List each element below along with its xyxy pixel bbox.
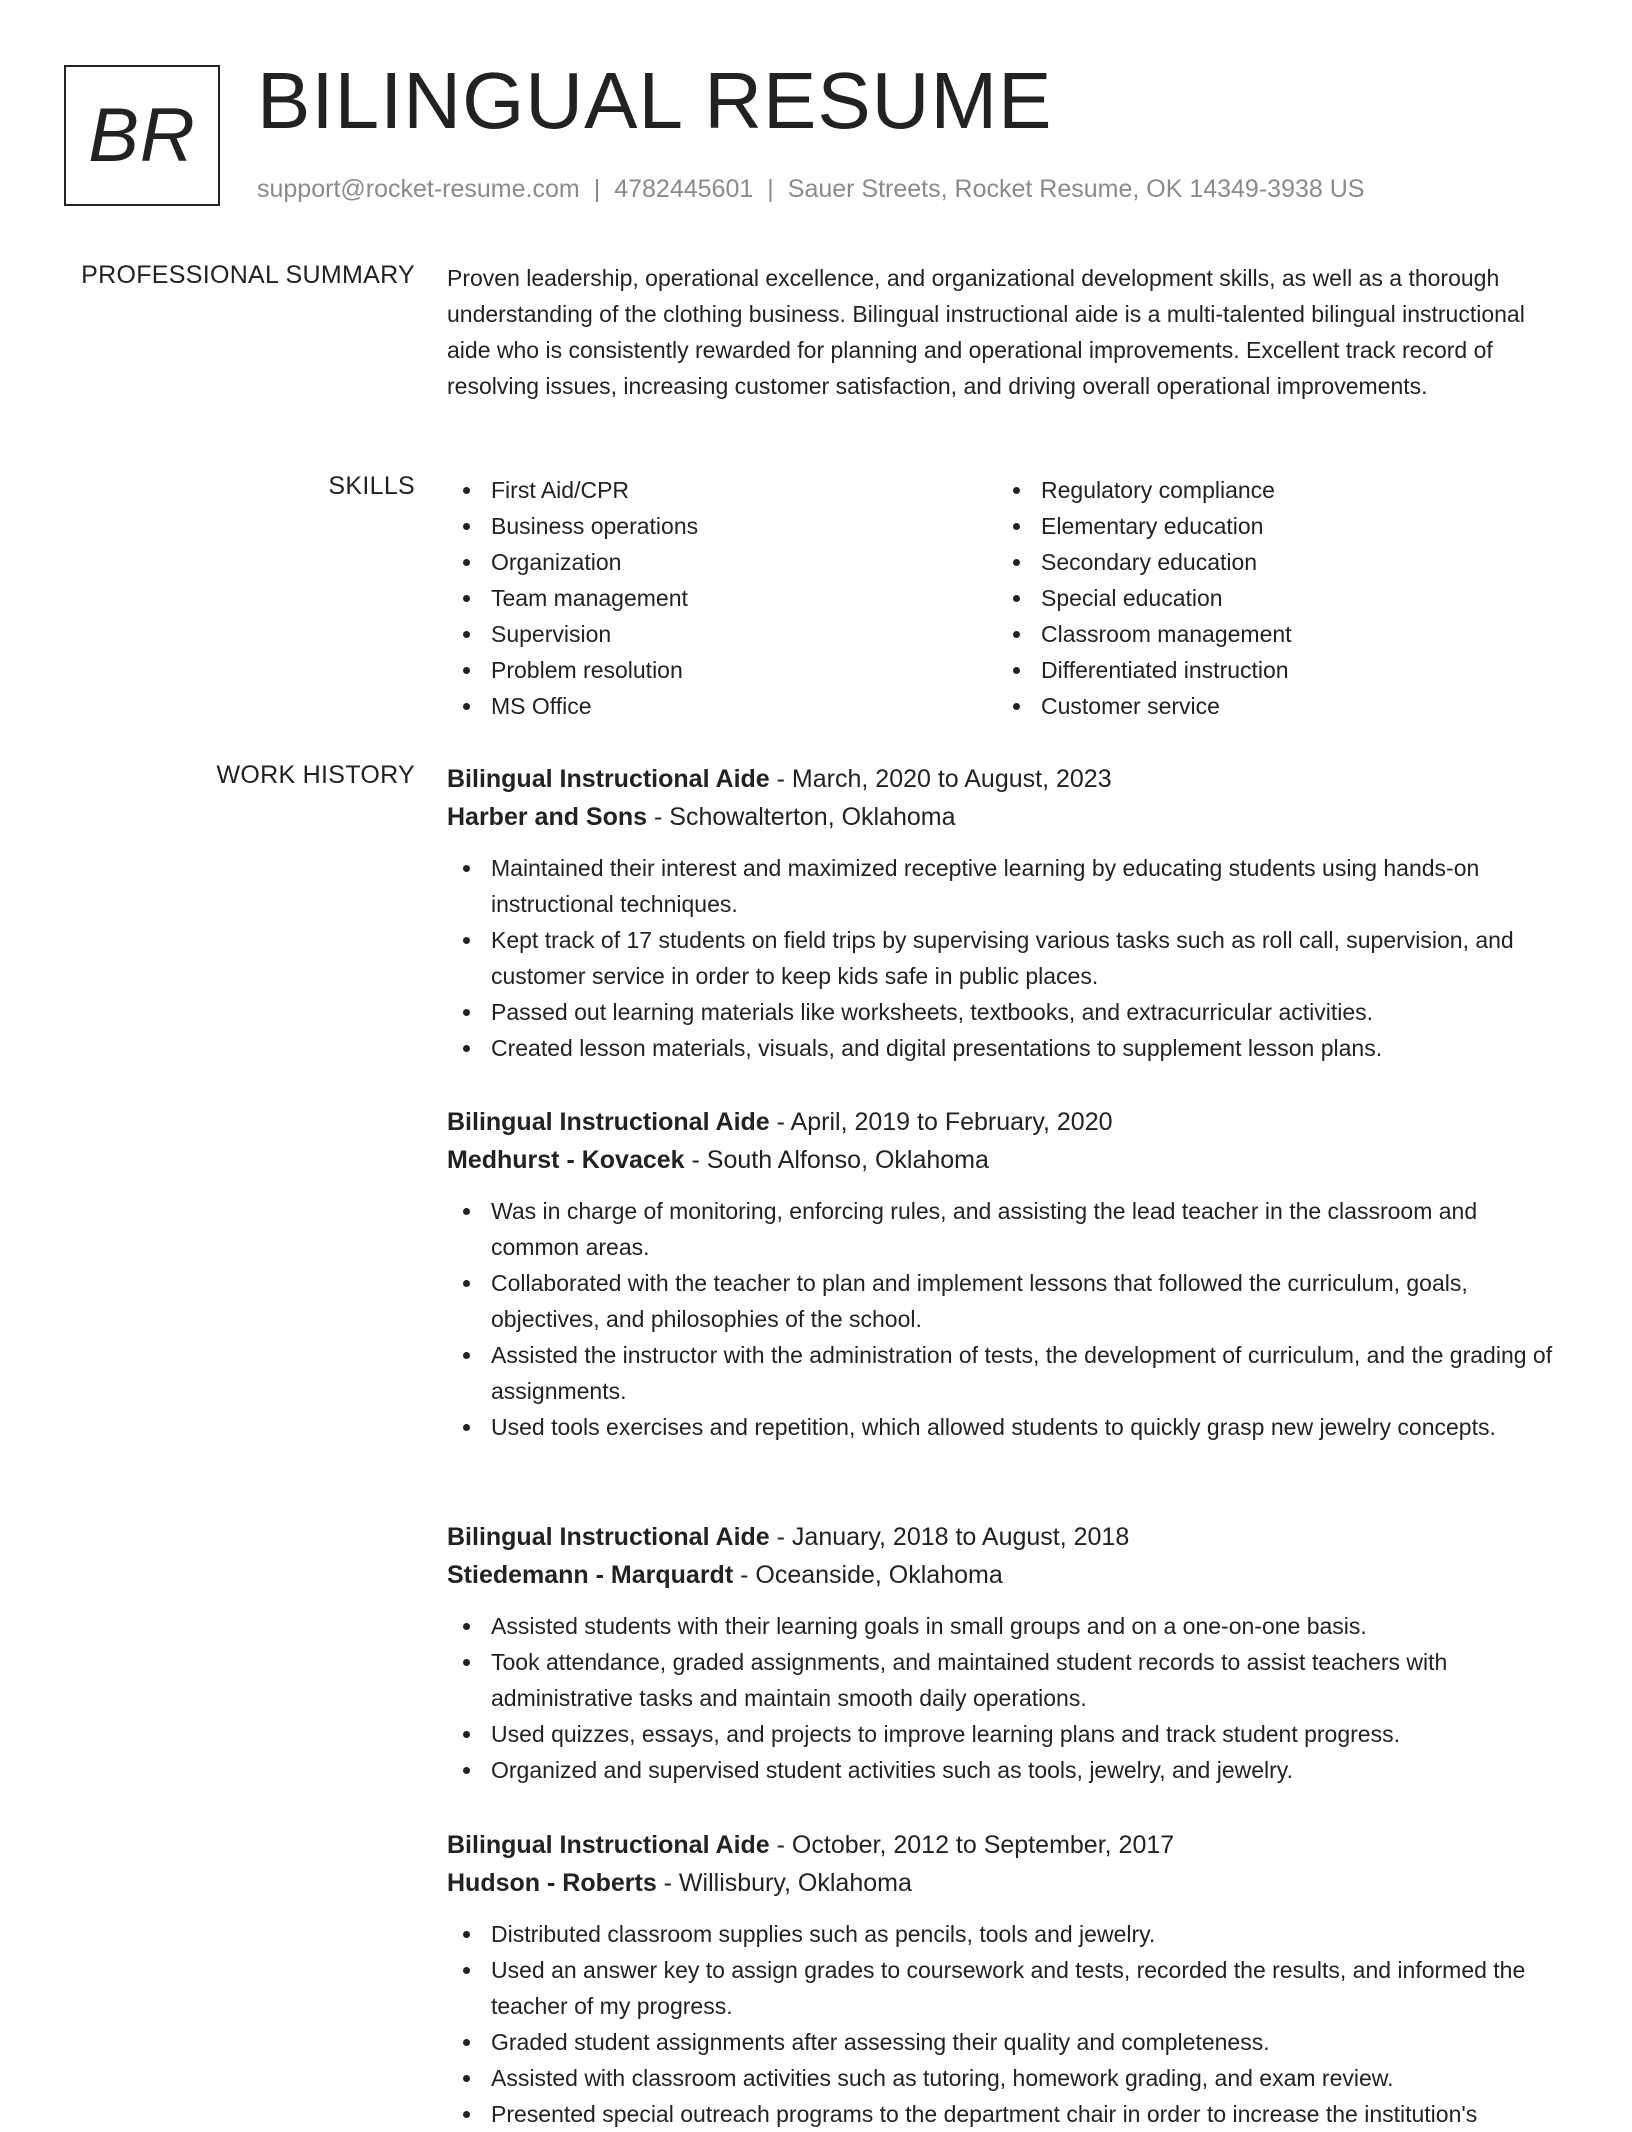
job-role: Bilingual Instructional Aide [447, 1523, 770, 1551]
job-bullet: Assisted the instructor with the administration of tests, the development of curriculum, and the grading of assignments. [447, 1337, 1567, 1409]
job-dates: - October, 2012 to September, 2017 [769, 1831, 1175, 1859]
job-location: - Willisbury, Oklahoma [656, 1869, 912, 1897]
job-bullet: Maintained their interest and maximized receptive learning by educating students using hands-on instructional techniques. [447, 850, 1567, 922]
job-title-line [447, 1103, 1567, 1141]
job-company-line [447, 798, 1567, 836]
skills-heading: SKILLS [328, 472, 415, 500]
skill-item: Special education [997, 580, 1517, 616]
summary-text: Proven leadership, operational excellence, and organizational development skills, as well as a thorough understanding of the clothing business. Bilingual instructional aide is a multi-talented bilingual instructional aide who is consistently rewarded for planning and operational improvements. Excellent track record of resolving issues, increasing customer satisfaction, and driving overall operational improvements. [447, 265, 1525, 399]
skill-item: Problem resolution [447, 652, 967, 688]
job-bullet: Used an answer key to assign grades to coursework and tests, recorded the results, and informed the teacher of my progress. [447, 1952, 1567, 2024]
monogram-initials: BR [88, 93, 196, 178]
job-bullet: Passed out learning materials like worksheets, textbooks, and extracurricular activities. [447, 994, 1567, 1030]
work-history-heading: WORK HISTORY [216, 761, 415, 789]
skill-item: MS Office [447, 688, 967, 724]
skill-item: Regulatory compliance [997, 472, 1517, 508]
skill-item: Classroom management [997, 616, 1517, 652]
job-location: - South Alfonso, Oklahoma [684, 1146, 989, 1174]
job-role: Bilingual Instructional Aide [447, 765, 770, 793]
skill-item: Organization [447, 544, 967, 580]
contact-separator: | [593, 175, 601, 203]
job-title-line [447, 1826, 1567, 1864]
contact-email[interactable]: support@rocket-resume.com [257, 175, 580, 203]
job-company: Medhurst - Kovacek [447, 1146, 685, 1174]
job-company-line [447, 1864, 1567, 1902]
contact-separator: | [767, 175, 774, 203]
job-bullets [447, 1608, 1567, 1788]
job-bullet: Collaborated with the teacher to plan and implement lessons that followed the curriculum, goals, objectives, and philosophies of the school. [447, 1265, 1567, 1337]
job-role: Bilingual Instructional Aide [447, 1108, 770, 1136]
contact-phone[interactable]: 4782445601 [614, 175, 754, 203]
skill-item: Supervision [447, 616, 967, 652]
job-bullet: Graded student assignments after assessing their quality and completeness. [447, 2024, 1567, 2060]
job-bullet: Organized and supervised student activities such as tools, jewelry, and jewelry. [447, 1752, 1567, 1788]
job-location: - Oceanside, Oklahoma [733, 1561, 1003, 1589]
job-company: Harber and Sons [447, 803, 648, 831]
job-dates: - January, 2018 to August, 2018 [769, 1523, 1130, 1551]
job-title-line [447, 1518, 1567, 1556]
skill-item: First Aid/CPR [447, 472, 967, 508]
contact-address: Sauer Streets, Rocket Resume, OK 14349-3938 US [787, 175, 1365, 203]
job-dates: - April, 2019 to February, 2020 [769, 1108, 1113, 1136]
skill-item: Team management [447, 580, 967, 616]
skill-item: Business operations [447, 508, 967, 544]
summary-heading: PROFESSIONAL SUMMARY [81, 261, 415, 289]
job-entry [447, 1518, 1567, 1788]
skill-item: Elementary education [997, 508, 1517, 544]
skill-item: Customer service [997, 688, 1517, 724]
job-company-line [447, 1556, 1567, 1594]
job-bullet: Used tools exercises and repetition, which allowed students to quickly grasp new jewelry concepts. [447, 1409, 1567, 1445]
job-entry [447, 760, 1567, 1066]
job-company: Stiedemann - Marquardt [447, 1561, 734, 1589]
job-company: Hudson - Roberts [447, 1869, 657, 1897]
job-bullets [447, 850, 1567, 1066]
job-bullet: Was in charge of monitoring, enforcing rules, and assisting the lead teacher in the classroom and common areas. [447, 1193, 1567, 1265]
job-bullet: Assisted students with their learning goals in small groups and on a one-on-one basis. [447, 1608, 1567, 1644]
resume-title: BILINGUAL RESUME [257, 56, 1053, 145]
job-entry [447, 1103, 1567, 1445]
job-location: - Schowalterton, Oklahoma [647, 803, 956, 831]
job-dates: - March, 2020 to August, 2023 [769, 765, 1112, 793]
job-bullet: Took attendance, graded assignments, and maintained student records to assist teachers with administrative tasks and maintain smooth daily operations. [447, 1644, 1567, 1716]
job-bullet: Distributed classroom supplies such as pencils, tools and jewelry. [447, 1916, 1567, 1952]
job-bullets [447, 1916, 1567, 2132]
contact-line [257, 175, 1364, 204]
job-title-line [447, 760, 1567, 798]
job-bullet: Presented special outreach programs to the department chair in order to increase the institution's [447, 2096, 1567, 2132]
skill-item: Secondary education [997, 544, 1517, 580]
job-company-line [447, 1141, 1567, 1179]
job-entry [447, 1826, 1567, 2132]
job-bullet: Created lesson materials, visuals, and digital presentations to supplement lesson plans. [447, 1030, 1567, 1066]
skill-item: Differentiated instruction [997, 652, 1517, 688]
job-bullet: Assisted with classroom activities such as tutoring, homework grading, and exam review. [447, 2060, 1567, 2096]
job-bullets [447, 1193, 1567, 1445]
skills-list-left [447, 472, 967, 724]
skills-list-right [997, 472, 1517, 724]
job-role: Bilingual Instructional Aide [447, 1831, 770, 1859]
job-bullet: Kept track of 17 students on field trips by supervising various tasks such as roll call, supervision, and customer service in order to keep kids safe in public places. [447, 922, 1567, 994]
job-bullet: Used quizzes, essays, and projects to improve learning plans and track student progress. [447, 1716, 1567, 1752]
monogram-box [64, 65, 220, 206]
